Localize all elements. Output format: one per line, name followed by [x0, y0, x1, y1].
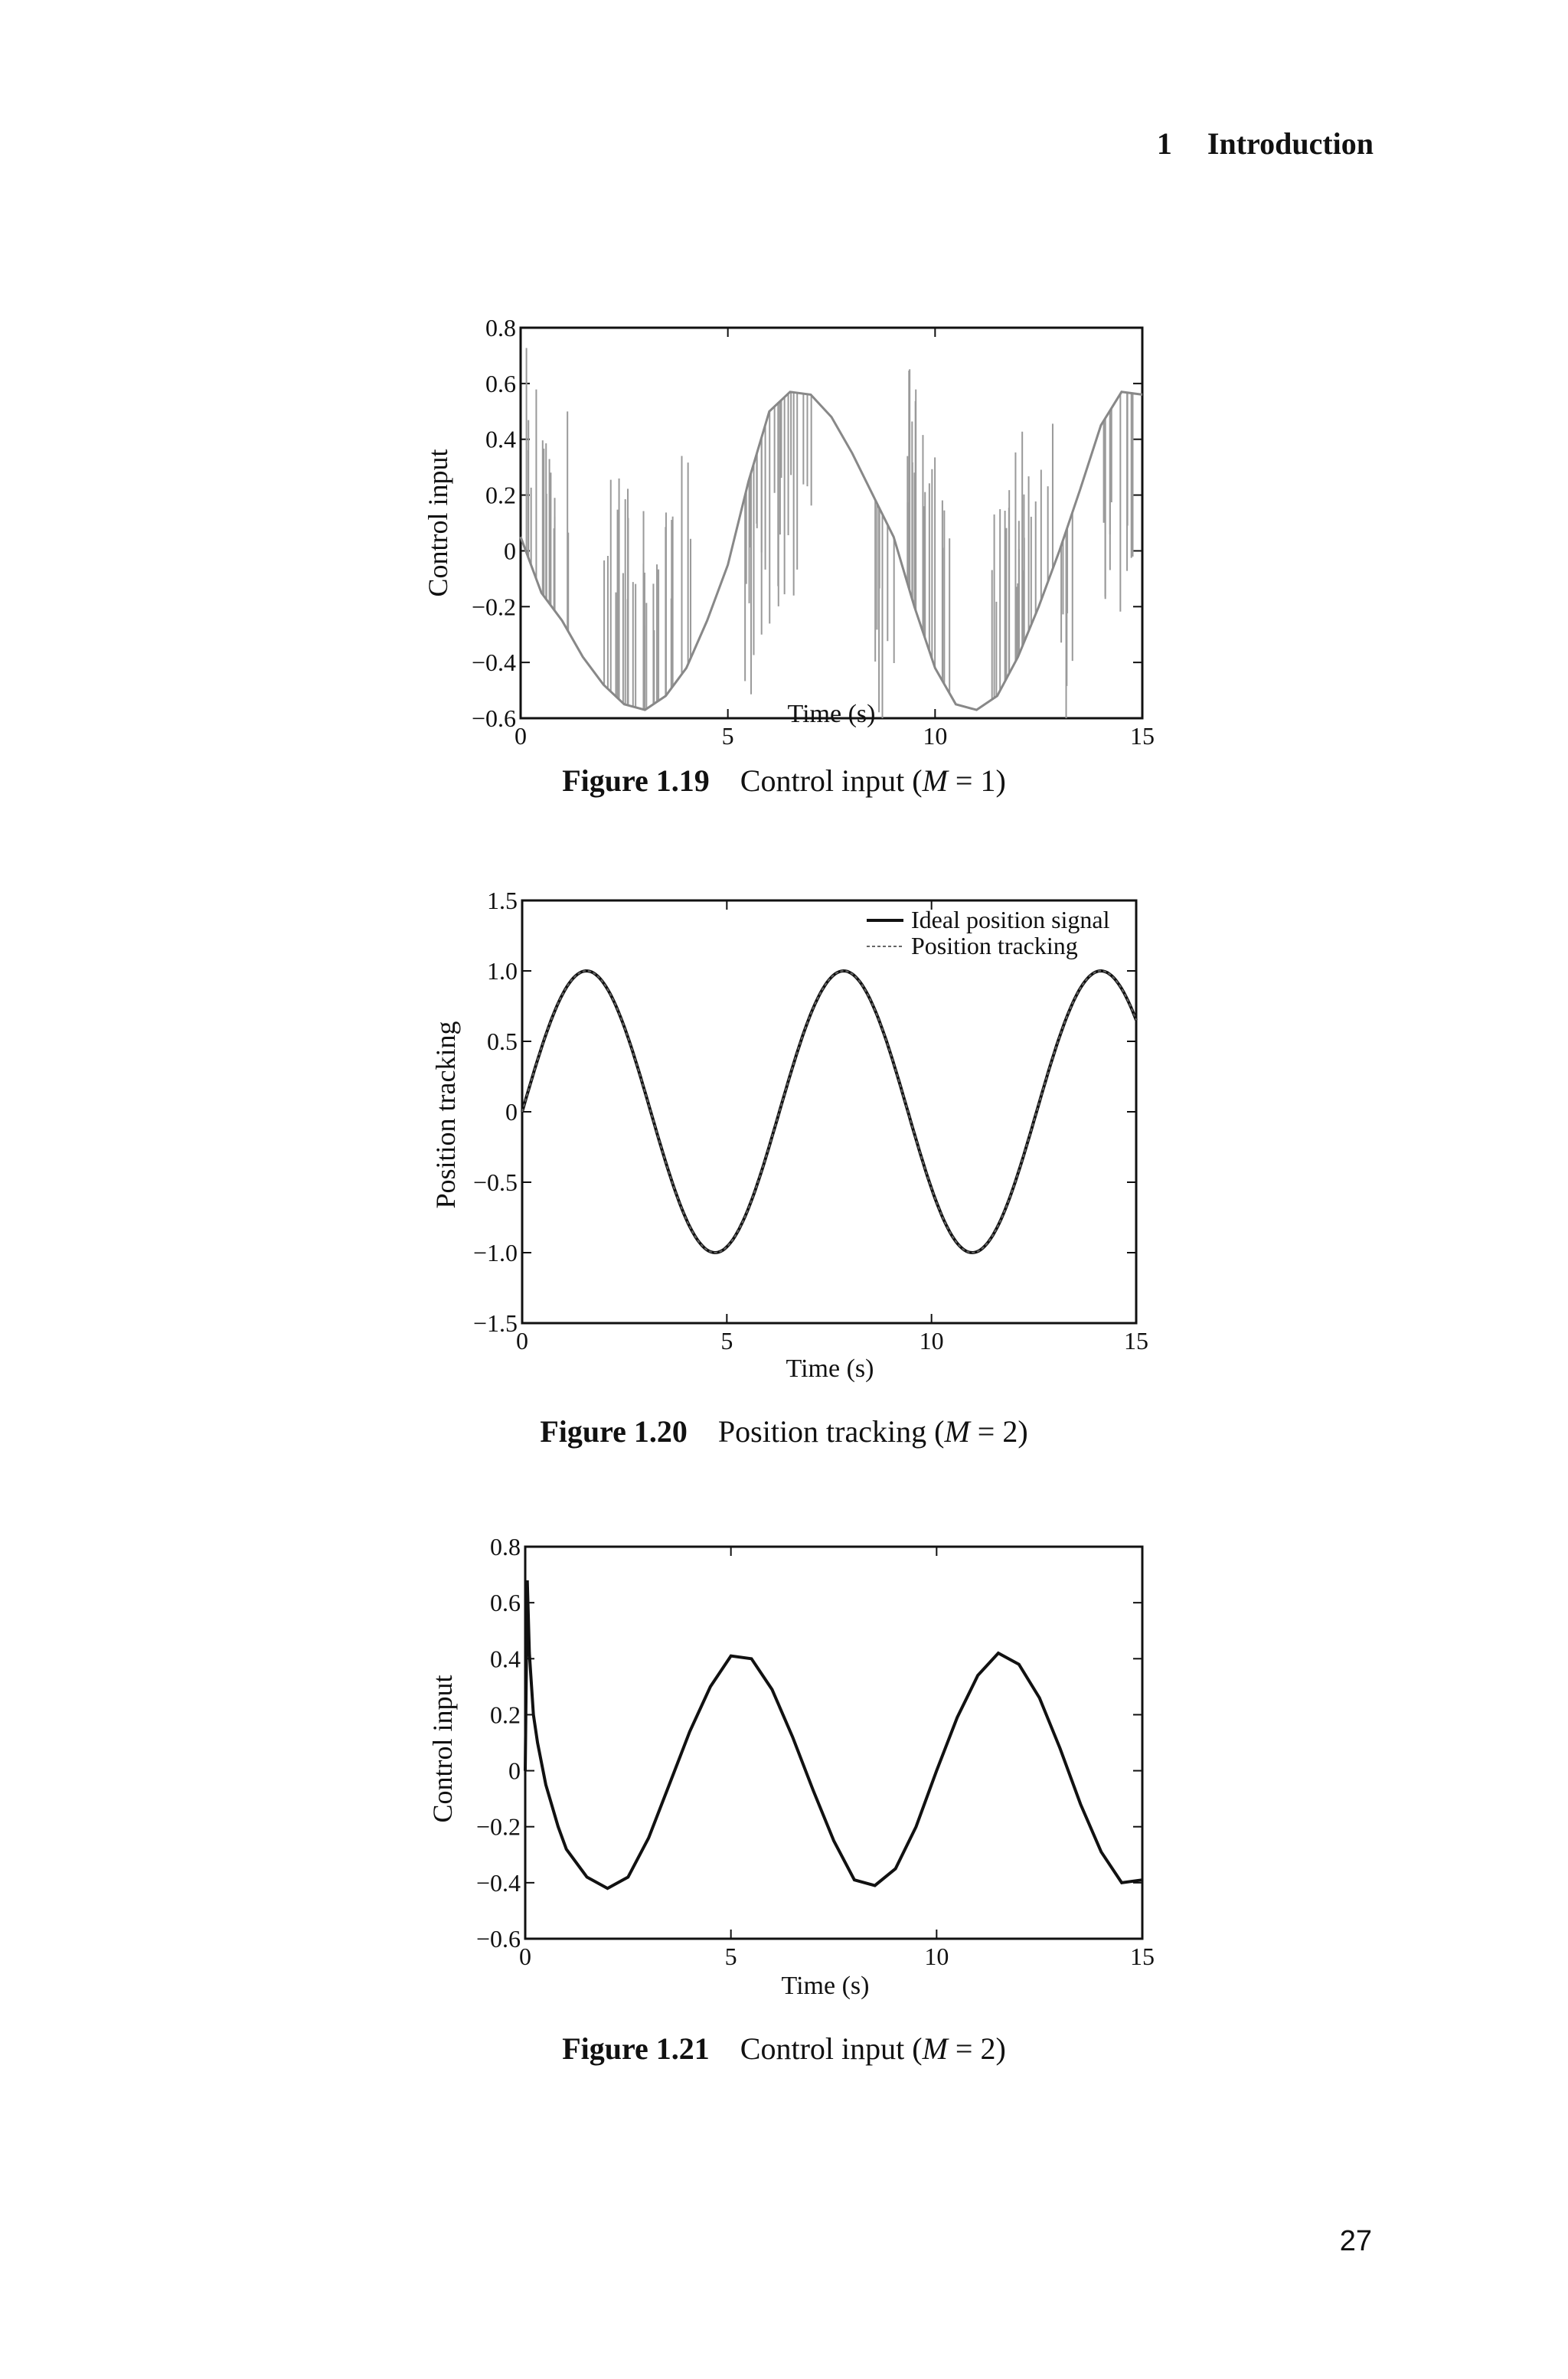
x-axis-label: Time (s)	[787, 700, 876, 728]
caption-rest: = 1)	[947, 763, 1006, 798]
y-tick-label: 0.2	[490, 1701, 521, 1729]
ideal-position-line	[522, 971, 1136, 1253]
y-tick-label: −0.4	[475, 1868, 521, 1897]
y-tick-label: 0.6	[490, 1589, 521, 1617]
y-tick-label: 0.8	[490, 1533, 521, 1560]
y-tick-label: 0.4	[485, 425, 516, 453]
y-tick-label: 0	[508, 1756, 521, 1785]
x-tick-label: 5	[724, 1943, 737, 1970]
figure-1-19-chart	[0, 302, 1568, 747]
caption-var: M	[944, 1414, 970, 1449]
x-tick-label: 0	[516, 1327, 528, 1355]
chattering-lines	[527, 348, 1133, 718]
plot-frame	[525, 1547, 1142, 1939]
x-tick-label: 10	[919, 1327, 944, 1355]
x-tick-label: 10	[924, 1943, 949, 1970]
caption-var: M	[922, 763, 948, 798]
y-tick-label: 0	[504, 537, 516, 565]
y-axis-label: Position tracking	[430, 1021, 461, 1209]
x-tick-label: 0	[514, 722, 527, 747]
caption-rest: = 2)	[947, 2031, 1006, 2066]
caption-text: Control input (	[740, 763, 923, 798]
y-axis-label: Control input	[423, 449, 453, 597]
caption-text: Position tracking (	[717, 1414, 945, 1449]
y-tick-label: −0.6	[475, 1925, 521, 1953]
chapter-title: Introduction	[1207, 126, 1374, 161]
y-tick-label: 0.5	[487, 1028, 518, 1055]
y-tick-label: −0.2	[475, 1812, 521, 1841]
x-tick-label: 10	[923, 722, 948, 747]
y-tick-label: 0	[505, 1098, 518, 1126]
y-tick-label: 0.4	[490, 1645, 521, 1673]
figure-1-20-caption	[0, 1413, 1568, 1449]
plot-frame	[521, 328, 1142, 718]
page-number: 27	[1339, 2225, 1372, 2257]
legend	[867, 906, 1110, 959]
y-tick-label: −1.5	[472, 1309, 518, 1337]
legend-tracking: Position tracking	[911, 932, 1078, 959]
y-tick-label: 0.2	[485, 481, 516, 509]
figure-label: Figure 1.20	[540, 1414, 688, 1449]
y-tick-label: 1.5	[487, 887, 518, 914]
x-ticks	[516, 900, 1148, 1355]
y-tick-label: −0.4	[471, 649, 516, 677]
figure-1-20-chart	[0, 873, 1568, 1394]
y-tick-label: −1.0	[472, 1239, 518, 1266]
y-tick-label: 0.6	[485, 369, 516, 397]
position-tracking-line	[522, 971, 1136, 1253]
y-tick-label: −0.6	[471, 704, 516, 732]
x-tick-label: 5	[720, 1327, 733, 1355]
x-axis-label: Time (s)	[781, 1972, 870, 2000]
caption-var: M	[922, 2031, 948, 2066]
x-tick-label: 15	[1130, 722, 1155, 747]
legend-ideal: Ideal position signal	[911, 906, 1110, 933]
caption-text: Control input (	[740, 2031, 923, 2066]
y-ticks	[476, 1533, 1142, 1953]
figure-1-21-chart	[0, 1519, 1568, 2009]
x-tick-label: 0	[519, 1943, 531, 1970]
running-header	[1157, 126, 1374, 162]
figure-1-19-caption	[0, 763, 1568, 799]
control-input-line	[525, 1580, 1142, 1888]
x-ticks	[519, 1547, 1155, 1970]
chapter-number: 1	[1156, 126, 1172, 161]
x-tick-label: 5	[721, 722, 734, 747]
y-tick-label: −0.5	[472, 1168, 518, 1196]
y-tick-label: 1.0	[487, 957, 518, 985]
x-tick-label: 15	[1130, 1943, 1155, 1970]
figure-1-21-caption	[0, 2031, 1568, 2067]
x-axis-label: Time (s)	[786, 1355, 874, 1383]
control-input-line	[521, 392, 1142, 710]
caption-rest: = 2)	[969, 1414, 1028, 1449]
figure-label: Figure 1.21	[562, 2031, 710, 2066]
figure-label: Figure 1.19	[562, 763, 710, 798]
y-axis-label: Control input	[427, 1675, 458, 1823]
y-tick-label: −0.2	[471, 593, 516, 621]
x-tick-label: 15	[1124, 1327, 1148, 1355]
plot-frame	[522, 900, 1136, 1323]
y-tick-label: 0.8	[485, 314, 516, 341]
